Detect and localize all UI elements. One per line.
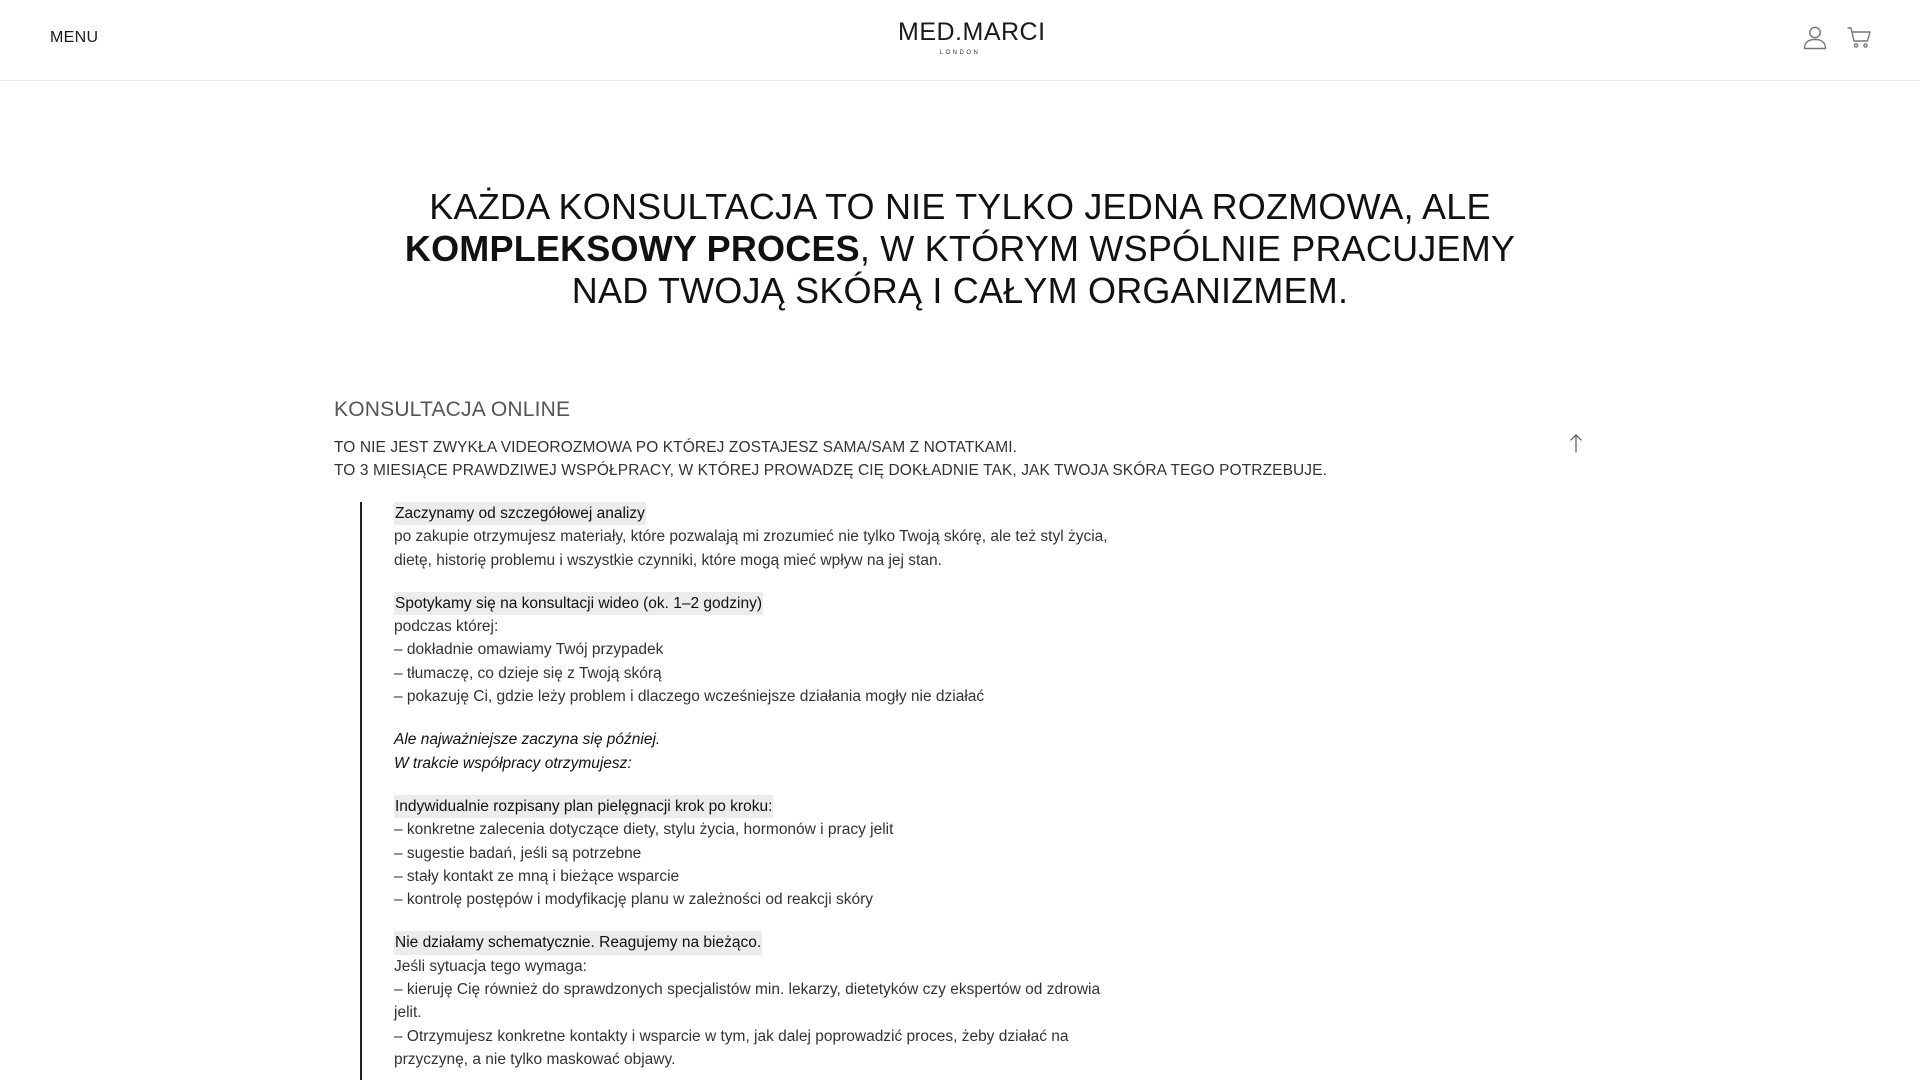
list-item: – tłumaczę, co dzieje się z Twoją skórą — [394, 664, 662, 682]
analysis-heading: Zaczynamy od szczegółowej analizy — [394, 502, 646, 525]
list-item: – stały kontakt ze mną i bieżące wsparcie — [394, 867, 680, 885]
emphasis-block — [394, 728, 1154, 775]
hero-line-2-rest: , W KTÓRYM WSPÓLNIE PRACUJEMY — [859, 228, 1516, 269]
scroll-to-top-button[interactable] — [1566, 432, 1586, 454]
logo-sub-text: LONDON — [939, 50, 981, 56]
list-item: – pokazuję Ci, gdzie leży problem i dlaczego wcześniejsze działania mogły nie działać — [394, 688, 985, 706]
consultation-details-content — [394, 502, 1154, 1091]
care-plan-block — [394, 795, 1154, 911]
text-line: Jeśli sytuacja tego wymaga: — [394, 957, 587, 975]
adaptive-approach-block — [394, 931, 1154, 1071]
adaptive-approach-heading: Nie działamy schematycznie. Reagujemy na bieżąco. — [394, 931, 762, 954]
list-item: – dokładnie omawiamy Twój przypadek — [394, 641, 664, 659]
hero-line-2-bold: KOMPLEKSOWY PROCES — [404, 228, 860, 269]
text-line: jelit. — [394, 1004, 422, 1022]
list-item: – kieruję Cię również do sprawdzonych specjalistów min. lekarzy, dietetyków czy ekspertów od zdrowia — [394, 981, 1101, 999]
intro-line: TO 3 MIESIĄCE PRAWDZIWEJ WSPÓŁPRACY, W KTÓREJ PROWADZĘ CIĘ DOKŁADNIE TAK, JAK TWOJA SKÓRA TEGO POTRZEBUJE. — [334, 462, 1328, 479]
site-header — [0, 0, 1920, 81]
list-item: – Otrzymujesz konkretne kontakty i wsparcie w tym, jak dalej poprowadzić proces, żeby działać na — [394, 1027, 1069, 1045]
text-line: przyczynę, a nie tylko maskować objawy. — [394, 1050, 676, 1068]
emphasis-line: W trakcie współpracy otrzymujesz: — [394, 754, 632, 772]
list-item: – sugestie badań, jeśli są potrzebne — [394, 844, 642, 862]
section-title: KONSULTACJA ONLINE — [334, 398, 571, 421]
logo[interactable] — [898, 18, 1046, 57]
text-line: podczas której: — [394, 618, 499, 636]
logo-main-text: MED.MARCI — [898, 18, 1046, 46]
hero-line-1: KAŻDA KONSULTACJA TO NIE TYLKO JEDNA ROZMOWA, ALE — [429, 186, 1491, 227]
hero-heading — [380, 186, 1540, 312]
care-plan-heading: Indywidualnie rozpisany plan pielęgnacji krok po kroku: — [394, 795, 773, 818]
list-item: – kontrolę postępów i modyfikację planu w zależności od reakcji skóry — [394, 891, 874, 909]
emphasis-line: Ale najważniejsze zaczyna się później. — [394, 731, 661, 749]
cart-icon[interactable] — [1846, 24, 1872, 50]
hero-line-3: NAD TWOJĄ SKÓRĄ I CAŁYM ORGANIZMEM. — [571, 270, 1349, 311]
text-line: po zakupie otrzymujesz materiały, które pozwalają mi zrozumieć nie tylko Twoją skórę, ale też styl życia, — [394, 528, 1108, 546]
analysis-block — [394, 502, 1154, 572]
consultation-details-block — [360, 502, 1162, 1080]
video-consultation-heading: Spotykamy się na konsultacji wideo (ok. 1–2 godziny) — [394, 592, 763, 615]
video-consultation-block — [394, 592, 1154, 708]
list-item: – konkretne zalecenia dotyczące diety, stylu życia, hormonów i pracy jelit — [394, 821, 894, 839]
text-line: dietę, historię problemu i wszystkie czynniki, które mogą mieć wpływ na jej stan. — [394, 551, 942, 569]
intro-line: TO NIE JEST ZWYKŁA VIDEOROZMOWA PO KTÓREJ ZOSTAJESZ SAMA/SAM Z NOTATKAMI. — [334, 439, 1018, 456]
section-intro — [334, 436, 1327, 482]
menu-button[interactable]: MENU — [50, 29, 99, 46]
user-icon[interactable] — [1802, 24, 1828, 50]
